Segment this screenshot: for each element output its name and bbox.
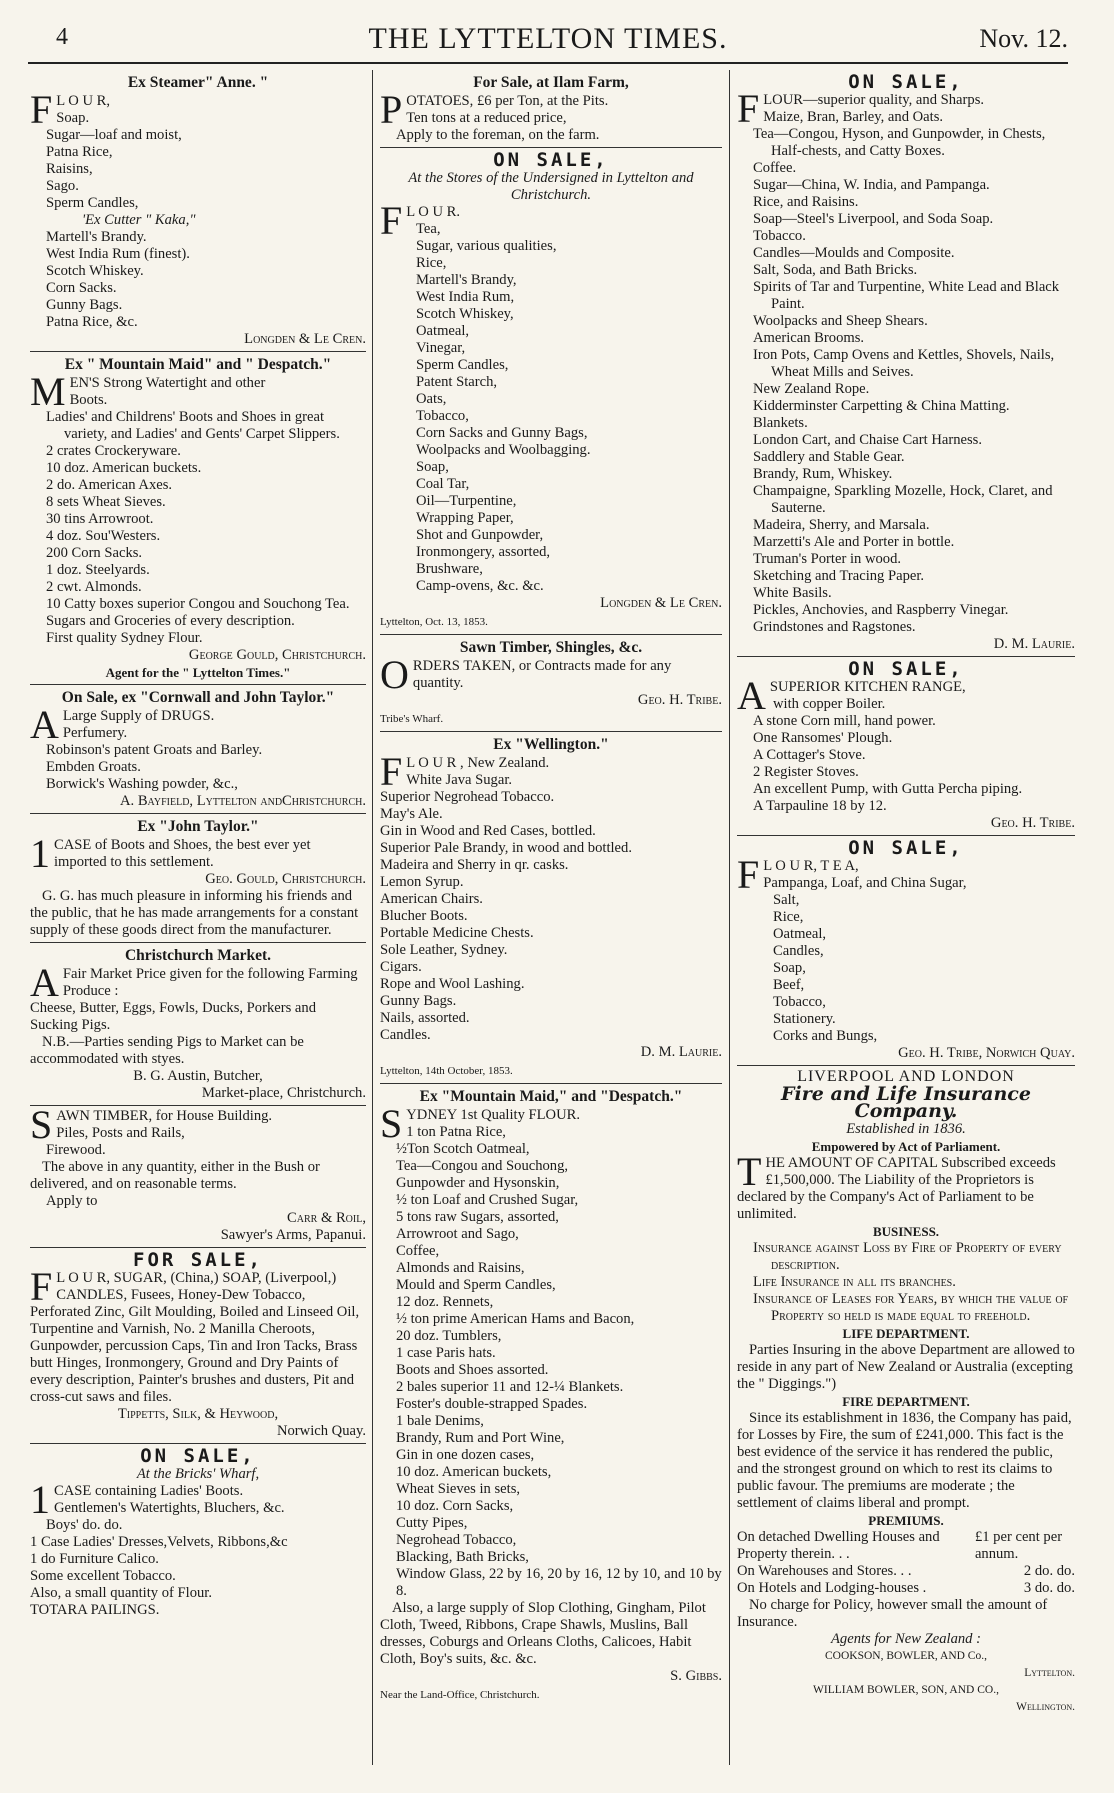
list-item: 10 doz. American buckets. <box>46 460 202 476</box>
list-item: First quality Sydney Flour. <box>46 630 203 646</box>
list-item: Pampanga, Loaf, and China Sugar, <box>763 875 967 891</box>
ad-shingles <box>380 635 722 732</box>
list-item: Insurance of Leases for Years, by which the value of Property so held is made equal to freehold. <box>753 1291 1069 1324</box>
list-item: Brandy, Rum and Port Wine, <box>396 1430 565 1446</box>
list-item: 8 sets Wheat Sieves. <box>46 494 166 510</box>
ad-text: Also, a large supply of Slop Clothing, Gingham, Pilot Cloth, Tweed, Ribbons, Crape Shawls, Muslins, Ball dresses, Coburgs and Orleans Cloths, Calicoes, Habit Cloth, Boy's suits, &c. &c. <box>380 1600 706 1667</box>
list-item: Martell's Brandy. <box>46 229 147 245</box>
ad-heading: ON SALE, <box>493 149 609 171</box>
drop-cap: A <box>30 960 59 1005</box>
ad-signature: Tippetts, Silk, & Heywood, <box>117 1406 279 1422</box>
list-item: Sugar—loaf and moist, <box>46 127 182 143</box>
list-item: Grindstones and Ragstones. <box>753 619 916 635</box>
page-number: 4 <box>56 24 68 50</box>
list-item: May's Ale. <box>380 806 443 822</box>
ad-lead: F L O U R, T E A, <box>737 852 859 897</box>
list-item: Beef, <box>773 977 805 993</box>
list-item: 2 Register Stoves. <box>753 764 859 780</box>
list-item: Sugars and Groceries of every description. <box>46 613 295 629</box>
list-item: Soap—Steel's Liverpool, and Soda Soap. <box>753 211 994 227</box>
list-item: Sole Leather, Sydney. <box>380 942 508 958</box>
ad-text: Since its establishment in 1836, the Company has paid, for Losses by Fire, the sum of £241,000. This fact is the best evidence of the service it has rendered the public, and the strongest ground on which to rest its claims to public favour. The premiums are moderate ; the settlement of claims liberal and prompt. <box>737 1410 1072 1511</box>
list-item: Boys' do. do. <box>46 1517 123 1533</box>
list-item: Arrowroot and Sago, <box>396 1226 519 1242</box>
list-item: Sperm Candles, <box>46 195 139 211</box>
list-item: Kidderminster Carpetting & China Matting. <box>753 398 1010 414</box>
list-item: Gunny Bags. <box>46 297 123 313</box>
ad-text: No charge for Policy, however small the amount of Insurance. <box>737 1597 1048 1630</box>
list-item: Pickles, Anchovies, and Raspberry Vinegar. <box>753 602 1009 618</box>
ad-signature: Norwich Quay. <box>276 1423 366 1439</box>
list-item: Soap. <box>56 110 90 126</box>
list-item: Piles, Posts and Rails, <box>56 1125 185 1141</box>
list-item: 12 doz. Rennets, <box>396 1294 494 1310</box>
list-item: Also, a small quantity of Flour. <box>30 1585 213 1601</box>
list-item: London Cart, and Chaise Cart Harness. <box>753 432 982 448</box>
list-item: Patent Starch, <box>416 374 498 390</box>
ad-lead: 1 CASE containing Ladies' Boots. <box>30 1477 244 1522</box>
list-item: Martell's Brandy, <box>416 272 517 288</box>
list-item: 200 Corn Sacks. <box>46 545 143 561</box>
agents-heading: Agents for New Zealand : <box>831 1631 981 1647</box>
ad-text: N.B.—Parties sending Pigs to Market can be accommodated with styes. <box>30 1034 304 1067</box>
list-item: Tobacco, <box>773 994 826 1010</box>
ad-lead: F L O U R, <box>30 87 111 132</box>
list-item: Borwick's Washing powder, &c., <box>46 776 238 792</box>
ad-text: Boots. <box>69 392 108 408</box>
agent-name: COOKSON, BOWLER, AND Co., <box>825 1650 987 1662</box>
list-item: Sugar, various qualities, <box>416 238 557 254</box>
list-item: Brandy, Rum, Whiskey. <box>753 466 893 482</box>
list-item: Tobacco. <box>753 228 806 244</box>
ad-subheading: At the Bricks' Wharf, <box>136 1466 260 1482</box>
list-item: 10 Catty boxes superior Congou and Souchong Tea. <box>46 596 350 612</box>
list-item: Sperm Candles, <box>416 357 509 373</box>
drop-cap: O <box>380 652 409 697</box>
item-list <box>30 1500 366 1619</box>
ad-insurance <box>737 1066 1075 1719</box>
ad-heading: Ex " Mountain Maid" and " Despatch." <box>64 356 332 373</box>
list-item: 1 ton Patna Rice, <box>406 1124 506 1140</box>
drop-cap: A <box>30 702 59 747</box>
list-item: Corks and Bungs, <box>773 1028 878 1044</box>
list-item: 20 doz. Tumblers, <box>396 1328 502 1344</box>
ad-lead: A Large Supply of DRUGS. <box>30 702 215 747</box>
list-item: Candles—Moulds and Composite. <box>753 245 955 261</box>
list-item: Blucher Boots. <box>380 908 468 924</box>
ad-subheading: At the Stores of the Undersigned in Lyttelton and Christchurch. <box>408 170 694 203</box>
list-item: Scotch Whiskey. <box>46 263 144 279</box>
list-item: Cigars. <box>380 959 422 975</box>
ad-flour-tea <box>737 836 1075 1066</box>
drop-cap: F <box>380 749 403 794</box>
ad-lead: 1 CASE of Boots and Shoes, the best ever yet imported to this settlement. <box>30 831 311 876</box>
list-item: Wrapping Paper, <box>416 510 514 526</box>
list-item: Champaigne, Sparkling Mozelle, Hock, Claret, and Sauterne. <box>753 483 1053 516</box>
list-item: Portable Medicine Chests. <box>380 925 534 941</box>
premium-row: On detached Dwelling Houses and Property therein. . . £1 per cent per annum. <box>737 1529 1063 1562</box>
item-list <box>380 221 722 595</box>
list-item: Gentlemen's Watertights, Bluchers, &c. <box>54 1500 285 1516</box>
list-item: Tea, <box>416 221 441 237</box>
list-item: Coffee, <box>396 1243 440 1259</box>
list-item: Scotch Whiskey, <box>416 306 514 322</box>
list-item: Patna Rice, &c. <box>46 314 138 330</box>
list-item: 2 cwt. Almonds. <box>46 579 142 595</box>
list-item: Gin in Wood and Red Cases, bottled. <box>380 823 596 839</box>
ad-dateline: Tribe's Wharf. <box>380 713 444 725</box>
list-item: Wheat Sieves in sets, <box>396 1481 521 1497</box>
ad-cornwall <box>30 685 366 814</box>
list-item: West India Rum, <box>416 289 515 305</box>
list-item: A stone Corn mill, hand power. <box>753 713 936 729</box>
ad-heading: ON SALE, <box>848 837 964 859</box>
ad-heading: ON SALE, <box>848 71 964 93</box>
ad-signature: Geo. H. Tribe. <box>990 815 1075 831</box>
ad-dateline: Lyttelton, Oct. 13, 1853. <box>380 616 488 628</box>
premium-row: On Warehouses and Stores. . . 2 do. do. <box>737 1563 1075 1579</box>
ad-for-sale <box>30 1248 366 1444</box>
list-item: Oats, <box>416 391 447 407</box>
ad-laurie-on-sale <box>737 70 1075 657</box>
item-list <box>737 713 1075 815</box>
ad-stores <box>380 148 722 635</box>
ad-signature: D. M. Laurie. <box>993 636 1075 652</box>
list-item: Robinson's patent Groats and Barley. <box>46 742 263 758</box>
drop-cap: S <box>30 1102 53 1147</box>
list-item: Nails, assorted. <box>380 1010 470 1026</box>
column-1 <box>30 70 366 1770</box>
list-item: Tea—Congou, Hyson, and Gunpowder, in Chests, Half-chests, and Catty Boxes. <box>753 126 1046 159</box>
ad-heading: Ex "John Taylor." <box>137 818 259 835</box>
ad-heading: Ex Steamer" Anne. " <box>127 74 269 91</box>
list-item: Patna Rice, <box>46 144 113 160</box>
list-item: Some excellent Tobacco. <box>30 1568 176 1584</box>
drop-cap: 1 <box>30 1477 50 1522</box>
list-item: A Tarpauline 18 by 12. <box>753 798 887 814</box>
insurance-established: Established in 1836. <box>846 1121 966 1137</box>
list-item: Oatmeal, <box>416 323 470 339</box>
list-item: Rice, <box>416 255 447 271</box>
list-item: Truman's Porter in wood. <box>753 551 902 567</box>
insurance-company-name: Fire and Life Insurance Company. <box>781 1083 1031 1122</box>
list-item: Cutty Pipes, <box>396 1515 468 1531</box>
list-item: 10 doz. American buckets, <box>396 1464 552 1480</box>
list-item: White Basils. <box>753 585 832 601</box>
list-item: Negrohead Tobacco, <box>396 1532 517 1548</box>
item-list <box>380 789 722 1044</box>
list-item: 5 tons raw Sugars, assorted, <box>396 1209 559 1225</box>
column-rule <box>729 70 730 1765</box>
list-item: Ironmongery, assorted, <box>416 544 551 560</box>
ad-lead: POTATOES, £6 per Ton, at the Pits. <box>380 87 609 132</box>
list-item: Perfumery. <box>62 725 128 741</box>
list-item: Ten tons at a reduced price, <box>406 110 567 126</box>
list-item: Corn Sacks and Gunny Bags, <box>416 425 588 441</box>
list-item: Coffee. <box>753 160 797 176</box>
ad-signature: Geo. H. Tribe. <box>637 692 722 708</box>
list-item: 10 doz. Corn Sacks, <box>396 1498 514 1514</box>
section-heading: BUSINESS. <box>872 1224 940 1239</box>
ad-signature: Longden & Le Cren. <box>600 595 722 611</box>
agent-name: WILLIAM BOWLER, SON, AND CO., <box>813 1684 999 1696</box>
item-list <box>30 725 366 793</box>
list-item: 'Ex Cutter " Kaka," <box>82 212 196 228</box>
list-item: Sketching and Tracing Paper. <box>753 568 925 584</box>
ad-heading: ON SALE, <box>848 658 964 680</box>
list-item: 2 crates Crockeryware. <box>46 443 181 459</box>
list-item: Almonds and Raisins, <box>396 1260 525 1276</box>
drop-cap: T <box>737 1149 762 1194</box>
list-item: Saddlery and Stable Gear. <box>753 449 905 465</box>
ad-dateline: Lyttelton, 14th October, 1853. <box>380 1065 513 1077</box>
column-2 <box>380 70 722 1770</box>
masthead <box>28 22 1068 64</box>
ad-sawn-timber <box>30 1102 366 1248</box>
ad-text: Parties Insuring in the above Department are allowed to reside in any part of New Zealand or Australia (excepting the " Diggings.") <box>737 1342 1075 1392</box>
list-item: New Zealand Rope. <box>753 381 870 397</box>
list-item: Salt, Soda, and Bath Bricks. <box>753 262 918 278</box>
ad-heading: For Sale, at Ilam Farm, <box>473 74 629 91</box>
ad-heading: On Sale, ex "Cornwall and John Taylor." <box>61 689 335 706</box>
list-item: Woolpacks and Woolbagging. <box>416 442 591 458</box>
agent-place: Wellington. <box>1016 1701 1075 1713</box>
ad-heading: Ex "Wellington." <box>493 736 609 753</box>
drop-cap: F <box>30 1264 53 1309</box>
drop-cap: A <box>737 673 766 718</box>
list-item: Corn Sacks. <box>46 280 117 296</box>
list-item: Window Glass, 22 by 16, 20 by 16, 12 by 10, and 10 by 8. <box>396 1566 722 1599</box>
ad-kitchen-range <box>737 657 1075 836</box>
ad-text: G. G. has much pleasure in informing his friends and the public, that he has made arrangements for a constant supply of these goods direct from the manufacturer. <box>30 888 359 938</box>
list-item: Life Insurance in all its branches. <box>753 1274 956 1290</box>
list-item: Camp-ovens, &c. &c. <box>416 578 544 594</box>
ad-lead: THE AMOUNT OF CAPITAL Subscribed exceeds £1,500,000. The Liability of the Proprietors is declared by the Company's Act of Parliament to be unlimited. <box>737 1149 1056 1222</box>
list-item: 1 do Furniture Calico. <box>30 1551 159 1567</box>
list-item: Lemon Syrup. <box>380 874 464 890</box>
ad-signature: S. Gibbs. <box>670 1668 722 1684</box>
item-list <box>737 126 1075 636</box>
premium-row: On Hotels and Lodging-houses . 3 do. do. <box>737 1580 1075 1596</box>
item-list <box>380 1124 722 1600</box>
list-item: American Chairs. <box>380 891 483 907</box>
insurance-empowered: Empowered by Act of Parliament. <box>811 1139 1001 1154</box>
list-item: Blankets. <box>753 415 808 431</box>
item-list <box>30 443 366 647</box>
insurance-heading: LIVERPOOL AND LONDON <box>797 1068 1015 1085</box>
ad-text: Cheese, Butter, Eggs, Fowls, Ducks, Porkers and Sucking Pigs. <box>30 1000 316 1033</box>
list-item: TOTARA PAILINGS. <box>30 1602 160 1618</box>
agent-note: Agent for the " Lyttelton Times." <box>105 665 291 680</box>
ad-signature: Geo. H. Tribe, Norwich Quay. <box>898 1045 1075 1061</box>
list-item: Tea—Congou and Souchong, <box>396 1158 569 1174</box>
list-item: ½ ton prime American Hams and Bacon, <box>396 1311 635 1327</box>
list-item: Blacking, Bath Bricks, <box>396 1549 529 1565</box>
ad-signature: Geo. Gould, Christchurch. <box>205 871 366 887</box>
list-item: Rice, <box>773 909 804 925</box>
ad-heading: FOR SALE, <box>133 1249 263 1271</box>
ad-signature: D. M. Laurie. <box>640 1044 722 1060</box>
list-item: An excellent Pump, with Gutta Percha piping. <box>753 781 1023 797</box>
ad-signature: George Gould, Christchurch. <box>188 647 366 663</box>
ad-lead: MEN'S Strong Watertight and other <box>30 369 266 414</box>
list-item: ½Ton Scotch Oatmeal, <box>396 1141 530 1157</box>
ad-wellington <box>380 732 722 1084</box>
list-item: Woolpacks and Sheep Shears. <box>753 313 928 329</box>
ad-heading: ON SALE, <box>140 1445 256 1467</box>
item-list <box>30 110 366 331</box>
list-item: 1 doz. Steelyards. <box>46 562 150 578</box>
ad-signature: Sawyer's Arms, Papanui. <box>220 1227 366 1243</box>
list-item: Oil—Turpentine, <box>416 493 517 509</box>
ad-lead: F L O U R, SUGAR, (China,) SOAP, (Liverpool,) CANDLES, Fusees, Honey-Dew Tobacco, Perforated Zinc, Gilt Moulding, Boiled and Linseed Oil, Turpentine and Varnish, No. 2 Manilla Cheroots, Gunpowder, percussion Caps, Tin and Iron Tacks, Brass butt Hinges, Ironmongery, Ground and Dry Paints of every description, Painter's brushes and dusters, Pit and cross-cut saws and files. <box>30 1264 360 1405</box>
list-item: Madeira and Sherry in qr. casks. <box>380 857 569 873</box>
ad-signature: B. G. Austin, Butcher, <box>133 1068 263 1084</box>
list-item: Candles, <box>773 943 824 959</box>
ad-text: Apply to <box>46 1193 98 1209</box>
list-item: Spirits of Tar and Turpentine, White Lead and Black Paint. <box>753 279 1060 312</box>
ad-ilam-farm <box>380 70 722 148</box>
list-item: Brushware, <box>416 561 483 577</box>
ad-signature: Longden & Le Cren. <box>244 331 366 347</box>
list-item: Raisins, <box>46 161 93 177</box>
newspaper-title: THE LYTTELTON TIMES. <box>368 22 728 55</box>
list-item: Vinegar, <box>416 340 466 356</box>
list-item: 1 case Paris hats. <box>396 1345 496 1361</box>
ad-lead: F L O U R. <box>380 198 461 243</box>
list-item: 4 doz. Sou'Westers. <box>46 528 161 544</box>
list-item: Tobacco, <box>416 408 469 424</box>
ad-heading: Ex "Mountain Maid," and "Despatch." <box>419 1088 683 1105</box>
agent-place: Lyttelton. <box>1024 1667 1075 1679</box>
list-item: Gunny Bags. <box>380 993 457 1009</box>
list-item: Shot and Gunpowder, <box>416 527 544 543</box>
list-item: Madeira, Sherry, and Marsala. <box>753 517 930 533</box>
section-heading: LIFE DEPARTMENT. <box>842 1326 970 1341</box>
ad-dateline: Near the Land-Office, Christchurch. <box>380 1689 540 1701</box>
ad-heading: Sawn Timber, Shingles, &c. <box>459 639 643 656</box>
ad-john-taylor <box>30 814 366 943</box>
list-item: Oatmeal, <box>773 926 827 942</box>
ad-lead: SAWN TIMBER, for House Building. <box>30 1102 273 1147</box>
column-3 <box>737 70 1075 1770</box>
ad-christchurch-market <box>30 943 366 1106</box>
list-item: Candles. <box>380 1027 431 1043</box>
list-item: Coal Tar, <box>416 476 470 492</box>
list-item: Sugar—China, W. India, and Pampanga. <box>753 177 990 193</box>
column-rule <box>372 70 373 1765</box>
list-item: Gin in one dozen cases, <box>396 1447 535 1463</box>
list-item: Firewood. <box>46 1142 106 1158</box>
ad-lead: ASUPERIOR KITCHEN RANGE, <box>737 673 966 718</box>
ad-lead: F L O U R , New Zealand. <box>380 749 550 794</box>
ad-heading: Christchurch Market. <box>124 947 272 964</box>
list-item: Embden Groats. <box>46 759 141 775</box>
list-item: Rice, and Raisins. <box>753 194 859 210</box>
ad-lead: ORDERS TAKEN, or Contracts made for any quantity. <box>380 652 672 697</box>
list-item: 2 do. American Axes. <box>46 477 173 493</box>
list-item: Superior Negrohead Tobacco. <box>380 789 555 805</box>
drop-cap: S <box>380 1101 403 1146</box>
drop-cap: F <box>737 852 760 897</box>
list-item: with copper Boiler. <box>773 696 886 712</box>
drop-cap: F <box>737 86 760 131</box>
list-item: Apply to the foreman, on the farm. <box>396 127 600 143</box>
list-item: 1 bale Denims, <box>396 1413 484 1429</box>
list-item: Boots and Shoes assorted. <box>396 1362 549 1378</box>
list-item: Iron Pots, Camp Ovens and Kettles, Shovels, Nails, Wheat Mills and Seives. <box>753 347 1055 380</box>
ad-signature: A. Bayfield, Lyttelton andChristchurch. <box>119 793 366 809</box>
ad-signature: Market-place, Christchurch. <box>201 1085 366 1101</box>
list-item: 30 tins Arrowroot. <box>46 511 154 527</box>
drop-cap: M <box>30 369 66 414</box>
list-item: West India Rum (finest). <box>46 246 190 262</box>
list-item: Insurance against Loss by Fire of Property of every description. <box>753 1240 1062 1273</box>
drop-cap: F <box>30 87 53 132</box>
list-item: Superior Pale Brandy, in wood and bottled. <box>380 840 632 856</box>
section-heading: FIRE DEPARTMENT. <box>842 1394 970 1409</box>
list-item: Rope and Wool Lashing. <box>380 976 525 992</box>
ad-anne <box>30 70 366 352</box>
list-item: Mould and Sperm Candles, <box>396 1277 556 1293</box>
issue-date: Nov. 12. <box>979 24 1068 53</box>
list-item: One Ransomes' Plough. <box>753 730 893 746</box>
ad-text: Ladies' and Childrens' Boots and Shoes in great variety, and Ladies' and Gents' Carpet Slippers. <box>46 409 340 442</box>
list-item: 1 Case Ladies' Dresses,Velvets, Ribbons,&c <box>30 1534 288 1550</box>
list-item: Salt, <box>773 892 800 908</box>
list-item: American Brooms. <box>753 330 865 346</box>
list-item: Marzetti's Ale and Porter in bottle. <box>753 534 955 550</box>
drop-cap: P <box>380 87 403 132</box>
item-list <box>737 892 1075 1045</box>
ad-signature: Carr & Roil, <box>287 1210 366 1226</box>
ad-lead: A Fair Market Price given for the following Farming Produce : <box>30 960 358 1005</box>
ad-lead: FLOUR—superior quality, and Sharps. <box>737 86 985 131</box>
drop-cap: F <box>380 198 403 243</box>
ad-mountain-maid-2 <box>380 1084 722 1707</box>
list-item: Stationery. <box>773 1011 836 1027</box>
section-heading: PREMIUMS. <box>868 1513 944 1528</box>
drop-cap: 1 <box>30 831 50 876</box>
list-item: Sago. <box>46 178 79 194</box>
list-item: Gunpowder and Hysonskin, <box>396 1175 560 1191</box>
list-item: White Java Sugar. <box>406 772 513 788</box>
list-item: Maize, Bran, Barley, and Oats. <box>763 109 944 125</box>
list-item: Soap, <box>773 960 806 976</box>
list-item: A Cottager's Stove. <box>753 747 866 763</box>
list-item: Foster's double-strapped Spades. <box>396 1396 588 1412</box>
list-item: ½ ton Loaf and Crushed Sugar, <box>396 1192 579 1208</box>
ad-lead: SYDNEY 1st Quality FLOUR. <box>380 1101 581 1146</box>
ad-bricks-wharf <box>30 1444 366 1622</box>
ad-text: The above in any quantity, either in the Bush or delivered, and on reasonable terms. <box>30 1159 320 1192</box>
list-item: Soap, <box>416 459 449 475</box>
ad-mountain-maid <box>30 352 366 685</box>
list-item: 2 bales superior 11 and 12-¼ Blankets. <box>396 1379 624 1395</box>
